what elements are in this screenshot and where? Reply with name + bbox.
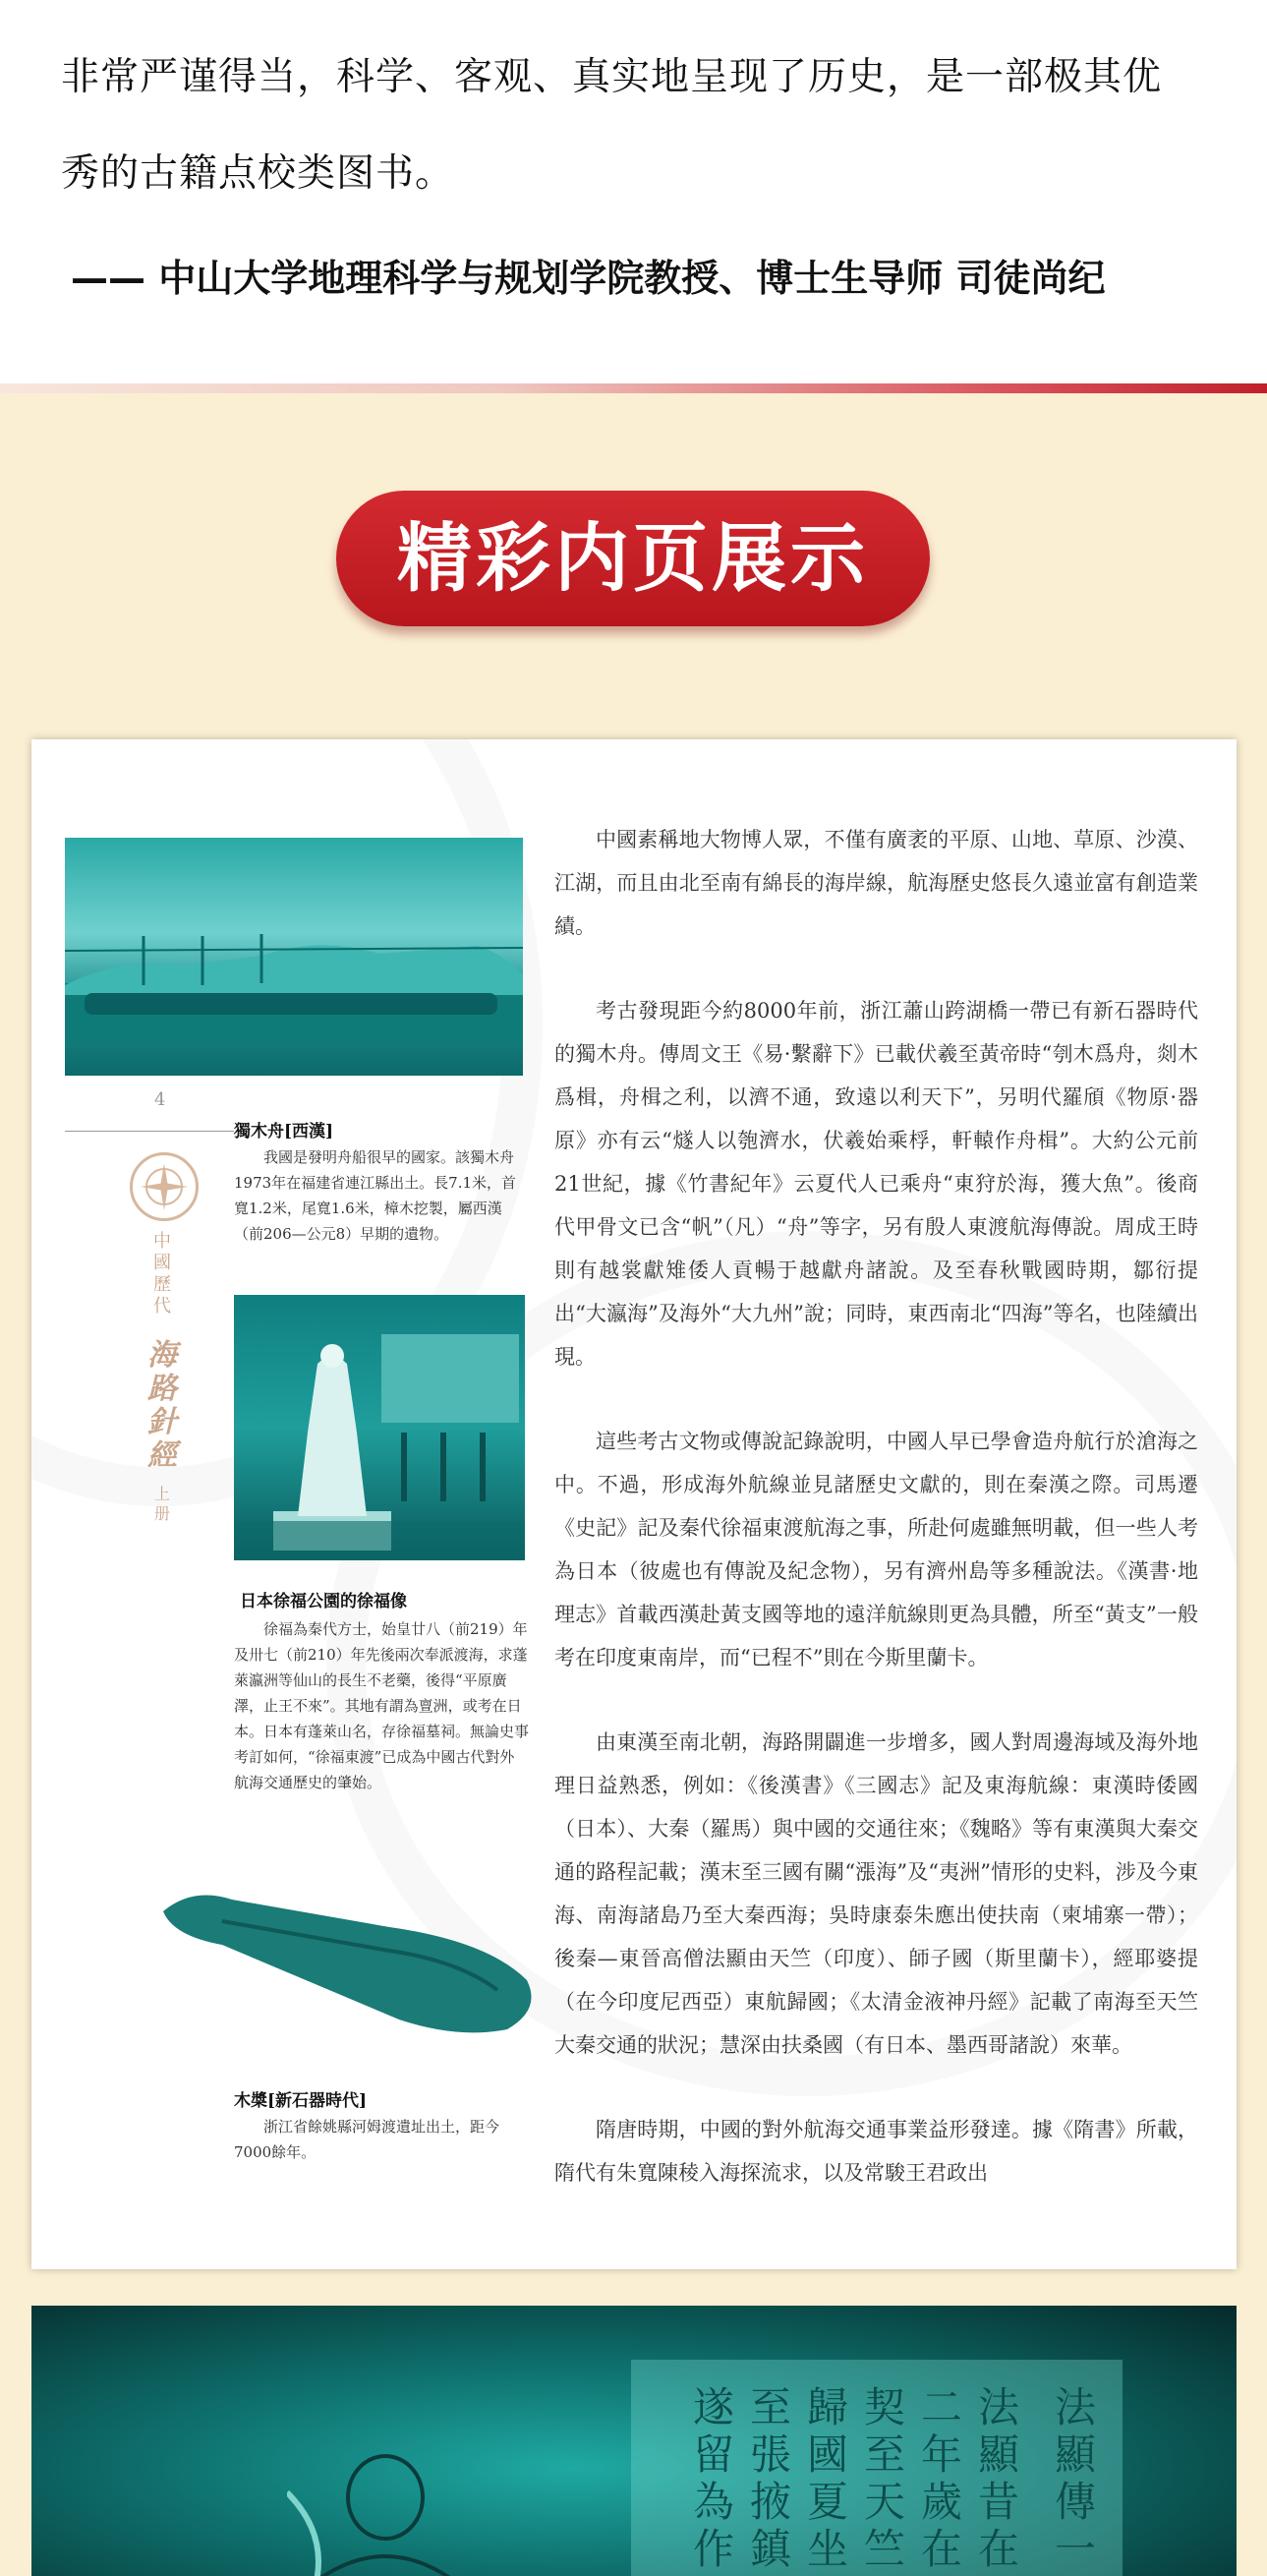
portrait-graphic [287,2453,484,2576]
quote-line-2: 秀的古籍点校类图书。 [61,151,455,196]
quote-text [61,29,1221,222]
xu-fu-statue-photo [234,1295,525,1560]
caption-title: 日本徐福公園的徐福像 [240,1592,407,1611]
body-paragraph: 由東漢至南北朝，海路開闢進一步增多，國人對周邊海域及海外地理日益熟悉，例如：《後漢書》《三國志》記及東海航線：東漢時倭國（日本）、大秦（羅馬）與中國的交通往來；《魏略》等有東漢與大秦交通的路程記載；漢末至三國有關“漲海”及“夷洲”情形的史料，涉及今東海、南海諸島乃至大秦西海；吳時康泰朱應出使扶南（柬埔寨一帶）；後秦—東晉高僧法顯由天竺（印度）、師子國（斯里蘭卡），經耶婆提（在今印度尼西亞）東航歸國；《太清金液神丹經》記載了南海至天竺大秦交通的狀況；慧深由扶桑國（有日本、墨西哥諸說）來華。 [554,1730,1198,2057]
section-divider [0,383,1267,393]
manuscript-preview-image [31,2306,1237,2576]
canoe-photo [65,838,523,1076]
body-paragraph: 這些考古文物或傳說記錄說明，中國人早已學會造舟航行於滄海之中。不過，形成海外航線並見諸歷史文獻的，則在秦漢之際。司馬遷《史記》記及秦代徐福東渡航海之事，所赴何處雖無明載，但一些人考為日本（彼處也有傳說及紀念物），另有濟州島等多種說法。《漢書·地理志》首載西漢赴黃支國等地的遠洋航線則更為具體，所至“黃支”一般考在印度東南岸，而“已程不”則在今斯里蘭卡。 [554,1430,1198,1669]
canoe-photo-graphic [65,838,523,1076]
manuscript-column: 遂留為作 [692,2383,734,2573]
manuscript-column: 法顯昔在 [977,2383,1019,2573]
portrait-figure [287,2453,484,2576]
body-text [554,818,1198,2236]
page-rule [65,1131,234,1132]
caption-text: 浙江省餘姚縣河姆渡遺址出土，距今7000餘年。 [234,2118,500,2161]
manuscript-column: 至張掖鎮 [749,2383,791,2573]
statue-graphic [234,1295,525,1560]
oar-graphic [163,1882,547,2039]
quote-attribution: —— 中山大学地理科学与规划学院教授、博士生导师 司徒尚纪 [71,257,1106,300]
manuscript-column: 二年歲在 [920,2383,962,2573]
wooden-oar-image [163,1882,547,2039]
caption-title: 木槳[新石器時代] [234,2091,368,2111]
series-vertical-label: 中國歷代 [153,1231,171,1317]
volume-vertical-label: 上册 [153,1485,170,1523]
caption-text: 徐福為秦代方士，始皇廿八（前219）年及卅七（前210）年先後兩次奉派渡海，求蓬萊瀛洲等仙山的長生不老藥，後得“平原廣澤，止王不來”。其地有謂為亶洲，或考在日本。日本有蓬萊山名，存徐福墓祠。無論史事考訂如何，“徐福東渡”已成為中國古代對外航海交通歷史的肇始。 [234,1620,530,1791]
body-paragraph: 中國素稱地大物博人眾，不僅有廣袤的平原、山地、草原、沙漠、江湖，而且由北至南有綿長的海岸線，航海歷史悠長久遠並富有創造業績。 [554,828,1198,938]
body-paragraph: 考古發現距今約8000年前，浙江蕭山跨湖橋一帶已有新石器時代的獨木舟。傳周文王《易·繫辭下》已載伏羲至黃帝時“刳木爲舟，剡木爲楫，舟楫之利，以濟不通，致遠以利天下”，另明代羅頎《物原·器原》亦有云“燧人以匏濟水，伏羲始乘桴，軒轅作舟楫”。大約公元前21世紀，據《竹書紀年》云夏代人已乘舟“東狩於海，獲大魚”。後商代甲骨文已含“帆”（凡）“舟”等字，另有殷人東渡航海傳說。周成王時則有越裳獻雉倭人貢暢于越獻舟諸說。及至春秋戰國時期，鄒衍提出“大瀛海”及海外“大九州”說；同時，東西南北“四海”等名，也陸續出現。 [554,999,1198,1369]
manuscript-column: 歸國夏坐 [806,2383,848,2573]
section-title-banner [336,491,930,626]
manuscript-column: 契至天竺 [863,2383,905,2573]
caption-text: 我國是發明舟船很早的國家。該獨木舟1973年在福建省連江縣出土。長7.1米，首寬1.2米，尾寬1.6米，樟木挖製，屬西漢（前206—公元8）早期的遺物。 [234,1148,517,1243]
body-paragraph: 隋唐時期，中國的對外航海交通事業益形發達。據《隋書》所載，隋代有朱寬陳稜入海探流求，以及常駿王君政出 [554,2118,1198,2185]
quote-line-1: 非常严谨得当，科学、客观、真实地呈现了历史，是一部极其优 [61,55,1163,99]
section-title: 精彩内页展示 [397,514,869,602]
book-vertical-title: 海路針經 [147,1338,177,1473]
sample-page [31,739,1237,2269]
quote-section [0,0,1267,388]
caption-title: 獨木舟[西漢] [234,1122,334,1142]
page-number: 4 [154,1089,166,1110]
compass-emblem-icon [130,1152,199,1221]
compass-emblem-graphic [133,1155,196,1218]
manuscript-column: 法顯傳一 [1054,2383,1096,2573]
